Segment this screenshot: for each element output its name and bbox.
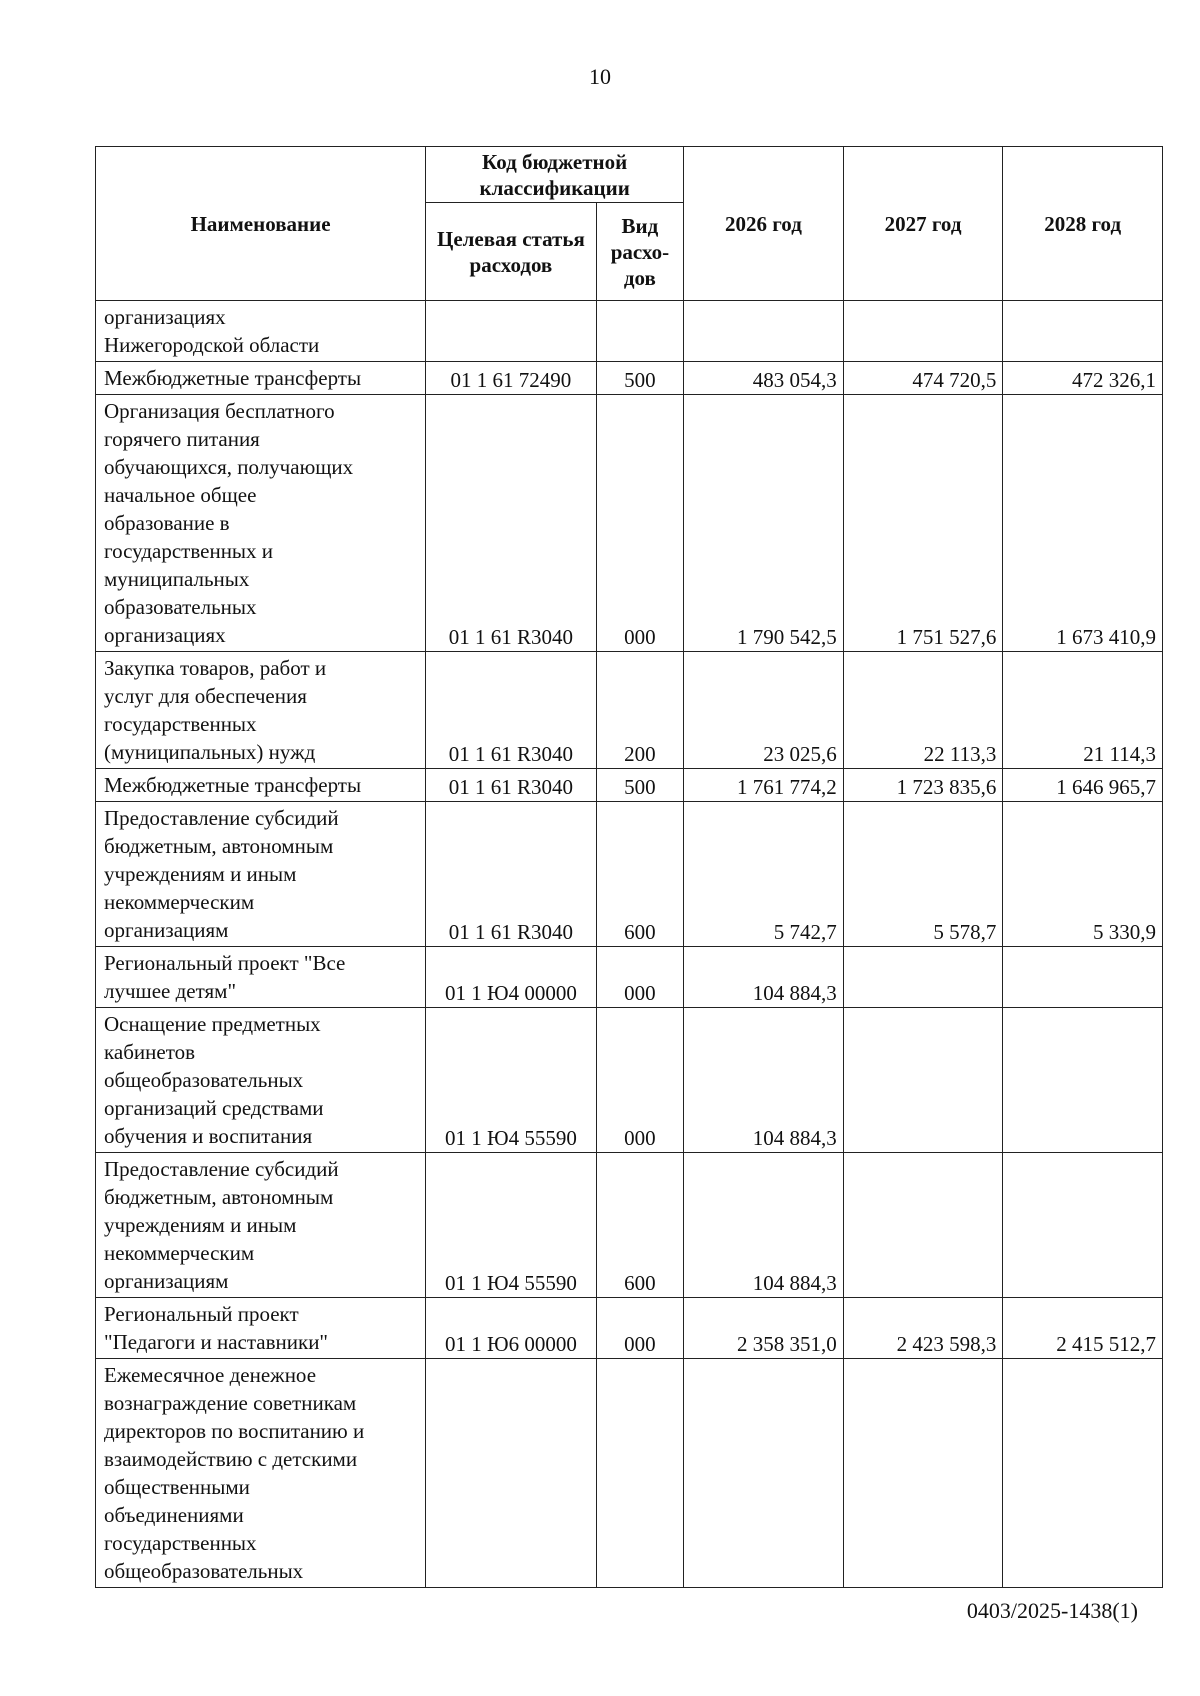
row-2026-cell: 483 054,3 [684,362,844,395]
row-2027-cell [843,947,1003,1008]
row-name-cell: организациях Нижегородской области [96,301,426,362]
table-row [96,362,1163,395]
row-target-code-cell: 01 1 61 R3040 [426,802,597,947]
row-2026-cell: 2 358 351,0 [684,1298,844,1359]
row-2028-cell: 21 114,3 [1003,652,1163,769]
row-2027-cell [843,1153,1003,1298]
row-target-code-cell: 01 1 61 R3040 [426,652,597,769]
row-kind-cell: 000 [596,947,683,1008]
row-name-cell: Региональный проект "Все лучшее детям" [96,947,426,1008]
row-2028-cell [1003,1008,1163,1153]
header-2026: 2026 год [684,147,844,301]
row-2026-cell: 1 761 774,2 [684,769,844,802]
row-kind-cell: 500 [596,362,683,395]
row-name-cell: Ежемесячное денежное вознаграждение советникам директоров по воспитанию и взаимодействию с детскими общественными объединениями государственных общеобразовательных [96,1359,426,1588]
row-name-cell: Предоставление субсидий бюджетным, автономным учреждениям и иным некоммерческим организациям [96,802,426,947]
row-2028-cell [1003,1359,1163,1588]
table-row [96,1008,1163,1153]
row-name-cell: Межбюджетные трансферты [96,769,426,802]
row-2028-cell [1003,1153,1163,1298]
header-code-group: Код бюджетной классификации [426,147,684,203]
row-2027-cell: 22 113,3 [843,652,1003,769]
table-row [96,802,1163,947]
row-2026-cell: 5 742,7 [684,802,844,947]
row-kind-cell: 000 [596,1298,683,1359]
row-2026-cell: 1 790 542,5 [684,395,844,652]
row-2027-cell: 1 751 527,6 [843,395,1003,652]
row-target-code-cell: 01 1 Ю4 55590 [426,1008,597,1153]
row-2027-cell: 5 578,7 [843,802,1003,947]
row-kind-cell: 000 [596,1008,683,1153]
row-name-cell: Региональный проект "Педагоги и наставники" [96,1298,426,1359]
row-2028-cell [1003,947,1163,1008]
header-name: Наименование [96,147,426,301]
row-name-cell: Оснащение предметных кабинетов общеобразовательных организаций средствами обучения и воспитания [96,1008,426,1153]
header-2028: 2028 год [1003,147,1163,301]
row-2026-cell [684,1359,844,1588]
header-2027: 2027 год [843,147,1003,301]
row-2028-cell: 1 673 410,9 [1003,395,1163,652]
row-2028-cell: 5 330,9 [1003,802,1163,947]
table-row [96,1298,1163,1359]
row-2028-cell: 2 415 512,7 [1003,1298,1163,1359]
row-target-code-cell: 01 1 Ю4 55590 [426,1153,597,1298]
row-target-code-cell: 01 1 61 R3040 [426,395,597,652]
row-2027-cell: 474 720,5 [843,362,1003,395]
row-2027-cell [843,301,1003,362]
row-kind-cell: 200 [596,652,683,769]
row-2028-cell: 1 646 965,7 [1003,769,1163,802]
table-row [96,947,1163,1008]
row-name-cell: Предоставление субсидий бюджетным, автономным учреждениям и иным некоммерческим организациям [96,1153,426,1298]
row-2027-cell [843,1008,1003,1153]
row-name-cell: Межбюджетные трансферты [96,362,426,395]
row-2027-cell: 1 723 835,6 [843,769,1003,802]
row-kind-cell: 600 [596,1153,683,1298]
row-2026-cell: 104 884,3 [684,1008,844,1153]
row-2026-cell: 104 884,3 [684,947,844,1008]
row-target-code-cell: 01 1 61 72490 [426,362,597,395]
row-kind-cell: 600 [596,802,683,947]
row-target-code-cell: 01 1 Ю6 00000 [426,1298,597,1359]
row-target-code-cell [426,301,597,362]
row-2027-cell [843,1359,1003,1588]
row-kind-cell [596,1359,683,1588]
budget-table [95,146,1163,1588]
row-2028-cell: 472 326,1 [1003,362,1163,395]
row-2028-cell [1003,301,1163,362]
table-row [96,652,1163,769]
row-name-cell: Организация бесплатного горячего питания обучающихся, получающих начальное общее образование в государственных и муниципальных образовательных организациях [96,395,426,652]
row-name-cell: Закупка товаров, работ и услуг для обеспечения государственных (муниципальных) нужд [96,652,426,769]
header-target: Целевая статья расходов [426,203,597,301]
header-kind: Вид расхо-дов [596,203,683,301]
row-2027-cell: 2 423 598,3 [843,1298,1003,1359]
table-row [96,1153,1163,1298]
row-target-code-cell: 01 1 61 R3040 [426,769,597,802]
row-target-code-cell [426,1359,597,1588]
page-number: 10 [589,64,611,89]
row-target-code-cell: 01 1 Ю4 00000 [426,947,597,1008]
table-row [96,1359,1163,1588]
row-kind-cell: 500 [596,769,683,802]
row-2026-cell: 23 025,6 [684,652,844,769]
table-row [96,395,1163,652]
row-kind-cell: 000 [596,395,683,652]
row-2026-cell [684,301,844,362]
table-row [96,769,1163,802]
row-2026-cell: 104 884,3 [684,1153,844,1298]
table-row [96,301,1163,362]
document-code: 0403/2025-1438(1) [966,1598,1138,1623]
row-kind-cell [596,301,683,362]
